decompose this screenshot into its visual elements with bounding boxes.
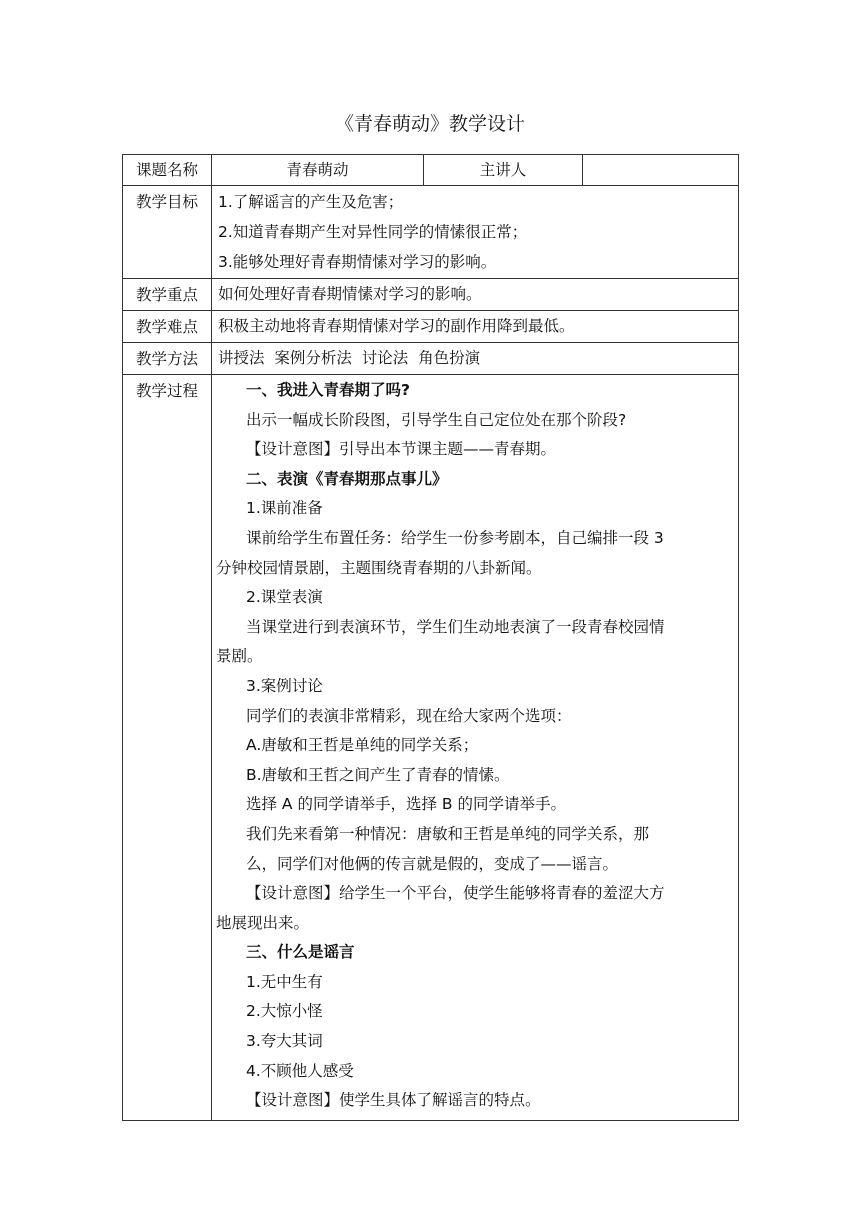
process-content: [212, 375, 739, 1121]
difficulty-label: 教学难点: [123, 311, 212, 343]
methods-text: 讲授法 案例分析法 讨论法 角色扮演: [218, 349, 481, 367]
subheading-line: 1.课前准备: [246, 499, 323, 518]
paragraph-line: 当课堂进行到表演环节，学生们生动地表演了一段青春校园情: [246, 617, 665, 636]
section-heading: 二、表演《青春期那点事儿》: [246, 469, 448, 488]
option-line: B.唐敏和王哲之间产生了青春的情愫。: [246, 765, 510, 784]
course-name-label: 课题名称: [123, 155, 212, 186]
lecturer-label: 主讲人: [424, 155, 583, 186]
lesson-plan-table: [122, 154, 739, 1121]
key-point-row: [123, 279, 739, 311]
paragraph-line: 课前给学生布置任务：给学生一份参考剧本，自己编排一段 3: [246, 528, 664, 547]
key-point-label: 教学重点: [123, 279, 212, 311]
difficulty-text: 积极主动地将青春期情愫对学习的副作用降到最低。: [218, 317, 575, 335]
paragraph-line: 分钟校园情景剧，主题围绕青春期的八卦新闻。: [216, 558, 542, 577]
subheading-line: 3.案例讨论: [246, 676, 323, 695]
list-item: 4.不顾他人感受: [246, 1061, 354, 1080]
goals-label: 教学目标: [123, 186, 212, 279]
process-label: 教学过程: [123, 375, 212, 1121]
key-point-content: [212, 279, 739, 311]
subheading-line: 2.课堂表演: [246, 588, 323, 607]
paragraph-line: 景剧。: [216, 647, 263, 666]
option-line: A.唐敏和王哲是单纯的同学关系；: [246, 736, 479, 755]
list-item: 1.无中生有: [246, 972, 323, 991]
paragraph-line: 地展现出来。: [216, 913, 310, 932]
design-intent-line: 【设计意图】引导出本节课主题——青春期。: [246, 440, 557, 459]
goal-item: 3.能够处理好青春期情愫对学习的影响。: [218, 253, 497, 271]
lecturer-value: [583, 155, 739, 186]
course-name-value: 青春萌动: [212, 155, 424, 186]
paragraph-line: 我们先来看第一种情况：唐敏和王哲是单纯的同学关系，那: [246, 824, 650, 843]
goals-content: [212, 186, 739, 279]
goal-item: 1.了解谣言的产生及危害；: [218, 193, 404, 211]
methods-row: [123, 343, 739, 375]
course-row: [123, 155, 739, 186]
key-point-text: 如何处理好青春期情愫对学习的影响。: [218, 285, 482, 303]
design-intent-line: 【设计意图】给学生一个平台，使学生能够将青春的羞涩大方: [246, 884, 665, 903]
paragraph-line: 出示一幅成长阶段图，引导学生自己定位处在那个阶段?: [246, 410, 627, 429]
difficulty-content: [212, 311, 739, 343]
process-row: [123, 375, 739, 1121]
section-heading: 一、我进入青春期了吗?: [246, 381, 410, 399]
goal-item: 2.知道青春期产生对异性同学的情愫很正常；: [218, 223, 528, 241]
section-heading: 三、什么是谣言: [246, 943, 355, 962]
methods-content: [212, 343, 739, 375]
document-title: 《青春萌动》教学设计: [334, 113, 525, 135]
list-item: 2.大惊小怪: [246, 1002, 323, 1021]
methods-label: 教学方法: [123, 343, 212, 375]
paragraph-line: 同学们的表演非常精彩，现在给大家两个选项：: [246, 706, 572, 725]
design-intent-line: 【设计意图】使学生具体了解谣言的特点。: [246, 1091, 541, 1110]
paragraph-line: 么，同学们对他俩的传言就是假的，变成了——谣言。: [246, 854, 619, 873]
goals-row: [123, 186, 739, 279]
list-item: 3.夸大其词: [246, 1032, 323, 1051]
paragraph-line: 选择 A 的同学请举手，选择 B 的同学请举手。: [246, 795, 566, 814]
difficulty-row: [123, 311, 739, 343]
